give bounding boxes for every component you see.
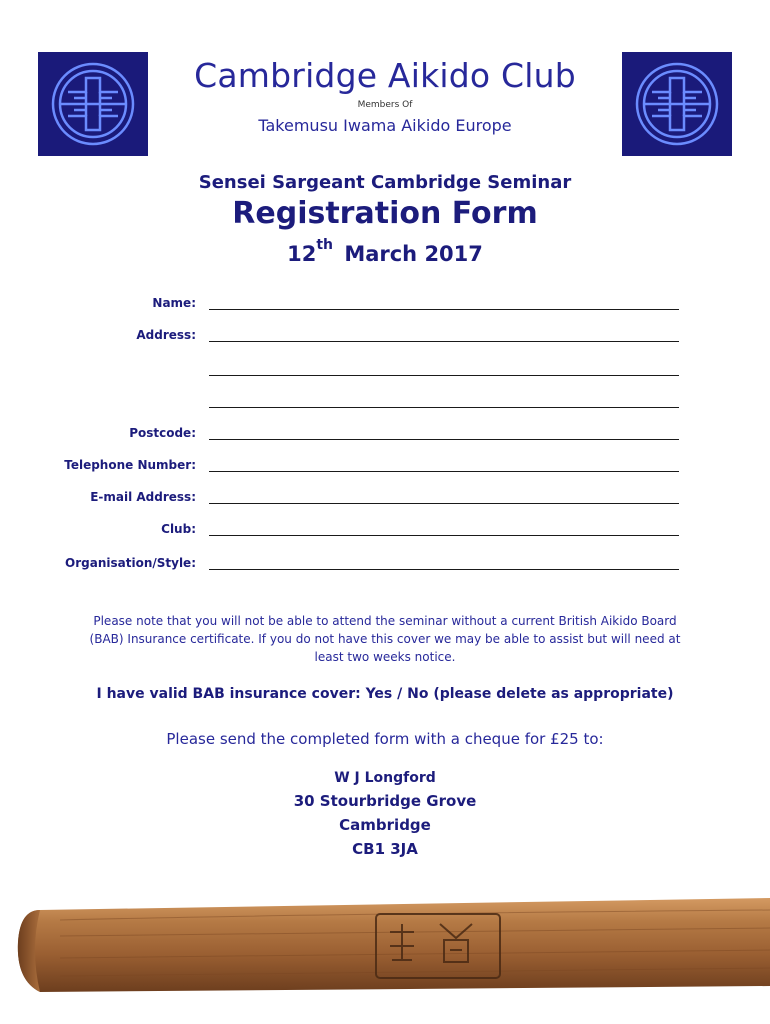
address-town: Cambridge bbox=[339, 816, 431, 834]
address-field-line-3[interactable] bbox=[209, 407, 679, 408]
postcode-label: Postcode: bbox=[129, 426, 196, 440]
address-row-2 bbox=[0, 362, 770, 382]
address-row-3 bbox=[0, 394, 770, 414]
telephone-row bbox=[0, 458, 770, 478]
address-row bbox=[0, 328, 770, 348]
email-row bbox=[0, 490, 770, 510]
form-title: Registration Form bbox=[232, 196, 538, 231]
insurance-note: Please note that you will not be able to attend the seminar without a current British Aikido Board (BAB) Insurance certificate. If you do not have this cover we may be able to assist but will need at least two weeks notice. bbox=[89, 614, 681, 664]
date-suffix: th bbox=[316, 237, 333, 253]
members-of-caption: Members Of bbox=[357, 100, 413, 110]
organisation-label: Organisation/Style: bbox=[65, 556, 196, 570]
telephone-field[interactable] bbox=[209, 471, 679, 472]
address-label: Address: bbox=[136, 328, 196, 342]
address-field-line-2[interactable] bbox=[209, 375, 679, 376]
organisation-name: Takemusu Iwama Aikido Europe bbox=[258, 116, 512, 135]
address-postcode: CB1 3JA bbox=[352, 840, 418, 858]
club-name: Cambridge Aikido Club bbox=[194, 56, 576, 95]
organisation-field[interactable] bbox=[209, 569, 679, 570]
date-rest: March 2017 bbox=[344, 242, 483, 266]
seminar-date bbox=[0, 237, 770, 266]
address-street: 30 Stourbridge Grove bbox=[293, 792, 477, 810]
club-row bbox=[0, 522, 770, 542]
name-row bbox=[0, 296, 770, 316]
club-field[interactable] bbox=[209, 535, 679, 536]
date-day: 12 bbox=[287, 242, 317, 266]
email-field[interactable] bbox=[209, 503, 679, 504]
name-field[interactable] bbox=[209, 309, 679, 310]
email-label: E-mail Address: bbox=[90, 490, 196, 504]
club-label: Club: bbox=[161, 522, 196, 536]
payment-instruction: Please send the completed form with a cheque for £25 to: bbox=[166, 730, 604, 748]
seminar-title: Sensei Sargeant Cambridge Seminar bbox=[198, 172, 572, 193]
address-name: W J Longford bbox=[334, 770, 436, 786]
organisation-row bbox=[0, 556, 770, 576]
telephone-label: Telephone Number: bbox=[64, 458, 196, 472]
name-label: Name: bbox=[152, 296, 196, 310]
postcode-row bbox=[0, 426, 770, 446]
address-field-line-1[interactable] bbox=[209, 341, 679, 342]
postcode-field[interactable] bbox=[209, 439, 679, 440]
bokken-image bbox=[0, 880, 770, 1024]
insurance-statement[interactable]: I have valid BAB insurance cover: Yes / No (please delete as appropriate) bbox=[96, 686, 674, 702]
